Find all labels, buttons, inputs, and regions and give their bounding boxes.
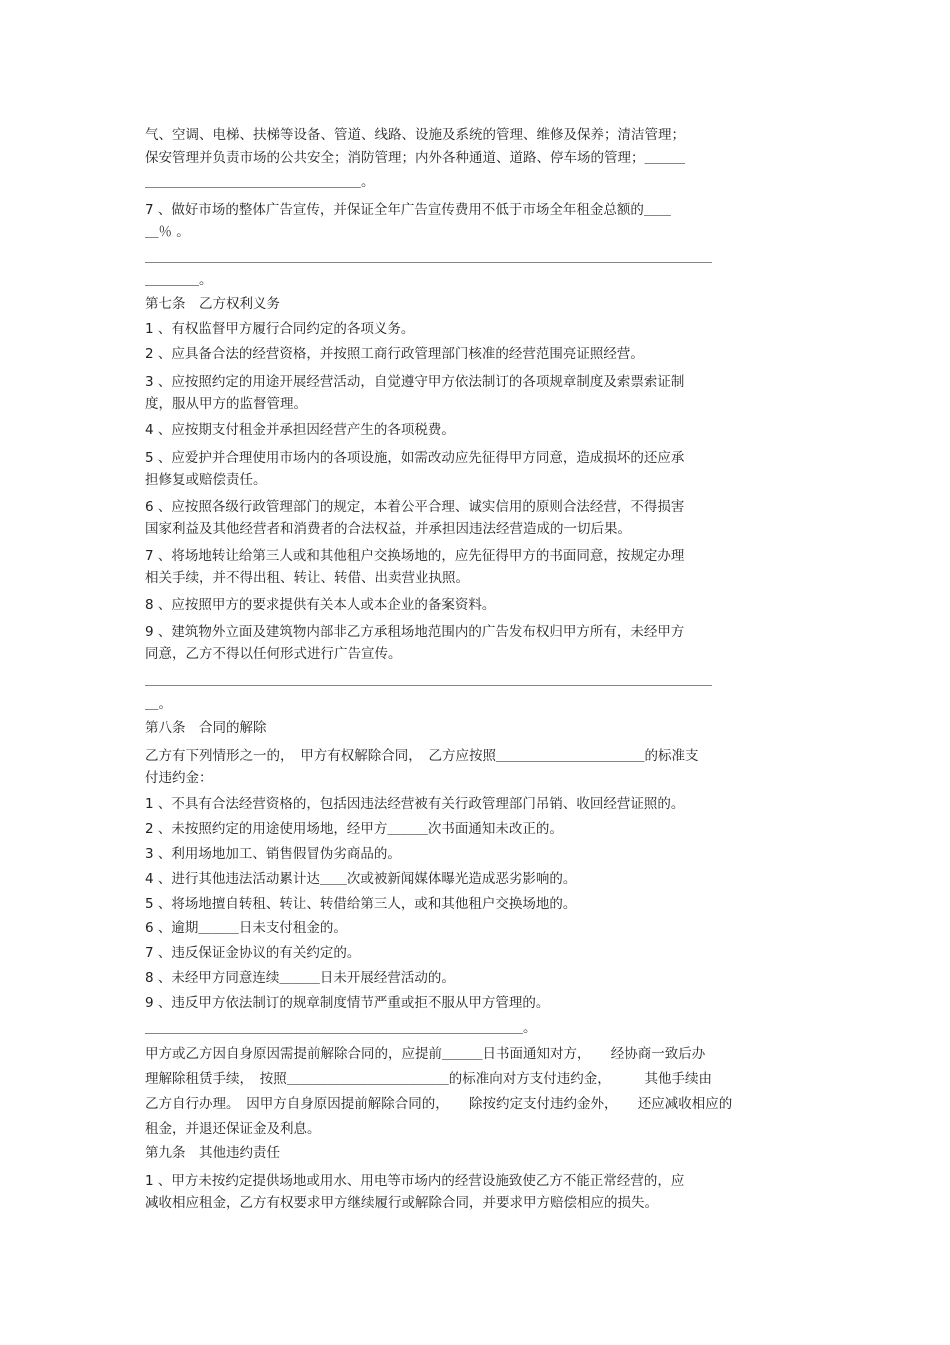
text-line: 5 、应爱护并合理使用市场内的各项设施，如需改动应先征得甲方同意，造成损坏的还应承: [145, 450, 685, 466]
text-line: 同意，乙方不得以任何形式进行广告宣传。: [145, 646, 402, 662]
text-line: 减收相应租金，乙方有权要求甲方继续履行或解除合同，并要求甲方赔偿相应的损失。: [145, 1195, 658, 1211]
text-line: 4 、进行其他违法活动累计达＿＿次或被新闻媒体曝光造成恶劣影响的。: [145, 871, 577, 887]
text-line: ＿＿＿＿。: [145, 272, 213, 288]
text-line: 乙方有下列情形之一的， 甲方有权解除合同， 乙方应按照＿＿＿＿＿＿＿＿＿＿＿的标准支: [145, 748, 699, 764]
text-line: 5 、将场地擅自转租、转让、转借给第三人，或和其他租户交换场地的。: [145, 896, 577, 912]
section-heading: 第九条 其他违约责任: [145, 1145, 280, 1161]
text-line: ＿＿＿＿＿＿＿＿＿＿＿＿＿＿＿＿＿＿＿＿＿＿＿＿＿＿＿＿＿＿＿＿＿＿＿＿＿＿＿＿＿＿: [145, 249, 712, 265]
text-line: 气、空调、电梯、扶梯等设备、管道、线路、设施及系统的管理、维修及保养；清洁管理；: [145, 127, 685, 143]
text-line: 2 、应具备合法的经营资格，并按照工商行政管理部门核准的经营范围亮证照经营。: [145, 346, 644, 362]
text-line: 1 、甲方未按约定提供场地或用水、用电等市场内的经营设施致使乙方不能正常经营的，应: [145, 1173, 685, 1189]
text-line: 理解除租赁手续， 按照＿＿＿＿＿＿＿＿＿＿＿＿的标准向对方支付违约金， 其他手续由: [145, 1071, 712, 1087]
text-line: 6 、逾期＿＿＿日未支付租金的。: [145, 920, 347, 936]
text-line: 2 、未按照约定的用途使用场地，经甲方＿＿＿次书面通知未改正的。: [145, 821, 563, 837]
text-line: ＿。: [145, 696, 172, 712]
text-line: ＿＿＿＿＿＿＿＿＿＿＿＿＿＿＿＿＿＿＿＿＿＿＿＿＿＿＿＿。: [145, 1020, 537, 1036]
text-line: 9 、建筑物外立面及建筑物内部非乙方承租场地范围内的广告发布权归甲方所有，未经甲方: [145, 624, 685, 640]
text-line: 6 、应按照各级行政管理部门的规定，本着公平合理、诚实信用的原则合法经营，不得损害: [145, 499, 685, 515]
text-line: 8 、应按照甲方的要求提供有关本人或本企业的备案资料。: [145, 597, 496, 613]
text-line: 8 、未经甲方同意连续＿＿＿日未开展经营活动的。: [145, 970, 455, 986]
section-heading: 第七条 乙方权利义务: [145, 296, 280, 312]
text-line: ＿＿＿＿＿＿＿＿＿＿＿＿＿＿＿＿＿＿＿＿＿＿＿＿＿＿＿＿＿＿＿＿＿＿＿＿＿＿＿＿＿＿: [145, 672, 712, 688]
text-line: 租金，并退还保证金及利息。: [145, 1121, 321, 1137]
text-line: 保安管理并负责市场的公共安全；消防管理；内外各种通道、道路、停车场的管理；＿＿＿: [145, 150, 685, 166]
text-line: 1 、有权监督甲方履行合同约定的各项义务。: [145, 321, 415, 337]
text-line: 度，服从甲方的监督管理。: [145, 396, 307, 412]
text-line: ＿％ 。: [145, 224, 190, 240]
text-line: 9 、违反甲方依法制订的规章制度情节严重或拒不服从甲方管理的。: [145, 995, 550, 1011]
section-heading: 第八条 合同的解除: [145, 720, 267, 736]
text-line: ＿＿＿＿＿＿＿＿＿＿＿＿＿＿＿＿。: [145, 174, 375, 190]
text-line: 7 、将场地转让给第三人或和其他租户交换场地的，应先征得甲方的书面同意，按规定办理: [145, 548, 685, 564]
text-line: 3 、应按照约定的用途开展经营活动，自觉遵守甲方依法制订的各项规章制度及索票索证制: [145, 374, 685, 390]
text-line: 3 、利用场地加工、销售假冒伪劣商品的。: [145, 846, 401, 862]
text-line: 7 、做好市场的整体广告宣传，并保证全年广告宣传费用不低于市场全年租金总额的＿＿: [145, 202, 671, 218]
text-line: 1 、不具有合法经营资格的，包括因违法经营被有关行政管理部门吊销、收回经营证照的。: [145, 796, 685, 812]
text-line: 4 、应按期支付租金并承担因经营产生的各项税费。: [145, 422, 455, 438]
text-line: 7 、违反保证金协议的有关约定的。: [145, 945, 361, 961]
text-line: 国家利益及其他经营者和消费者的合法权益，并承担因违法经营造成的一切后果。: [145, 521, 631, 537]
text-line: 甲方或乙方因自身原因需提前解除合同的，应提前＿＿＿日书面通知对方， 经协商一致后办: [145, 1046, 706, 1062]
text-line: 担修复或赔偿责任。: [145, 472, 267, 488]
text-line: 相关手续，并不得出租、转让、转借、出卖营业执照。: [145, 570, 469, 586]
text-line: 付违约金：: [145, 770, 213, 786]
text-line: 乙方自行办理。 因甲方自身原因提前解除合同的， 除按约定支付违约金外， 还应减收相应的: [145, 1096, 733, 1112]
